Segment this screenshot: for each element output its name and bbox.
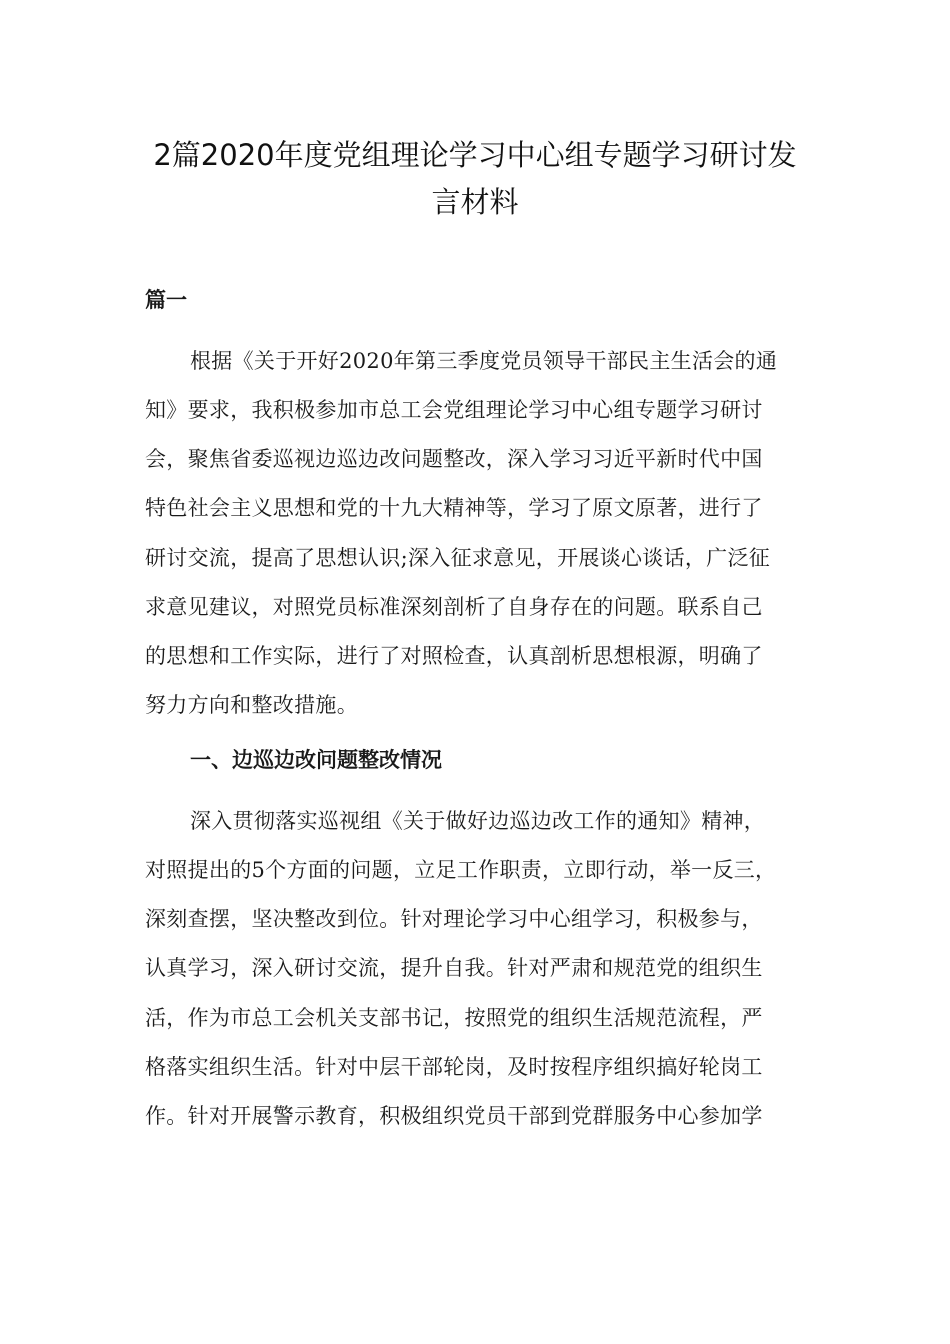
paragraph-line: 知》要求，我积极参加市总工会党组理论学习中心组专题学习研讨 bbox=[145, 398, 763, 422]
paragraph-line: 研讨交流，提高了思想认识;深入征求意见，开展谈心谈话，广泛征 bbox=[145, 546, 771, 570]
document-title-line-2: 言材料 bbox=[431, 185, 519, 219]
paragraph-line: 特色社会主义思想和党的十九大精神等，学习了原文原著，进行了 bbox=[145, 496, 763, 520]
paragraph-line: 认真学习，深入研讨交流，提升自我。针对严肃和规范党的组织生 bbox=[145, 956, 763, 980]
paragraph-line: 会，聚焦省委巡视边巡边改问题整改，深入学习习近平新时代中国 bbox=[145, 447, 763, 471]
paragraph-line: 努力方向和整改措施。 bbox=[145, 693, 358, 717]
paragraph-line: 对照提出的5个方面的问题，立足工作职责，立即行动，举一反三， bbox=[145, 858, 777, 882]
section-label: 篇一 bbox=[145, 288, 187, 312]
paragraph-line: 格落实组织生活。针对中层干部轮岗，及时按程序组织搞好轮岗工 bbox=[145, 1055, 763, 1079]
paragraph-line: 活，作为市总工会机关支部书记，按照党的组织生活规范流程，严 bbox=[145, 1006, 763, 1030]
paragraph-line: 求意见建议，对照党员标准深刻剖析了自身存在的问题。联系自己 bbox=[145, 595, 763, 619]
paragraph-line: 深入贯彻落实巡视组《关于做好边巡边改工作的通知》精神， bbox=[190, 809, 766, 833]
paragraph-line: 根据《关于开好2020年第三季度党员领导干部民主生活会的通 bbox=[190, 349, 778, 373]
paragraph-line: 深刻查摆，坚决整改到位。针对理论学习中心组学习，积极参与， bbox=[145, 907, 763, 931]
section-heading: 一、边巡边改问题整改情况 bbox=[190, 748, 442, 772]
paragraph-line: 作。针对开展警示教育，积极组织党员干部到党群服务中心参加学 bbox=[145, 1104, 763, 1128]
paragraph-line: 的思想和工作实际，进行了对照检查，认真剖析思想根源，明确了 bbox=[145, 644, 763, 668]
document-title-line-1: 2篇2020年度党组理论学习中心组专题学习研讨发 bbox=[153, 138, 797, 172]
